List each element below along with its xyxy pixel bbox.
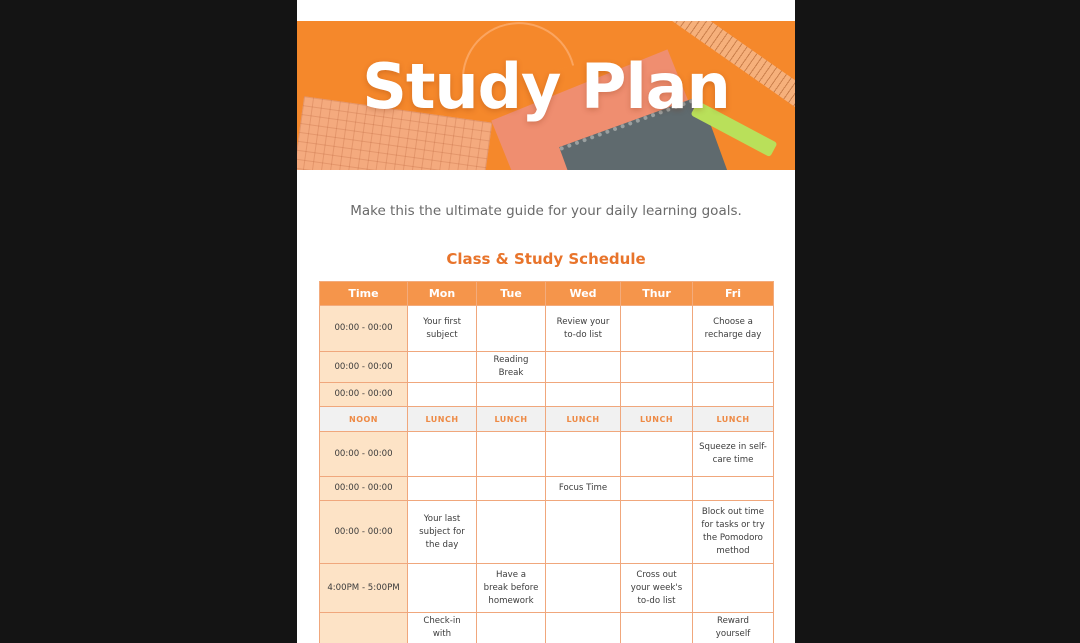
time-cell: 00:00 - 00:00: [320, 432, 408, 477]
table-cell: Check-in with: [408, 613, 477, 643]
table-cell: [546, 432, 621, 477]
table-cell: [621, 432, 693, 477]
lunch-cell: LUNCH: [621, 407, 693, 432]
table-cell: [621, 501, 693, 564]
table-cell: [621, 306, 693, 352]
table-row: [320, 383, 774, 407]
header-thur: Thur: [621, 282, 693, 306]
table-cell: [477, 432, 546, 477]
header-mon: Mon: [408, 282, 477, 306]
time-cell: 00:00 - 00:00: [320, 501, 408, 564]
table-row: [320, 477, 774, 501]
header-fri: Fri: [693, 282, 774, 306]
table-cell: [408, 564, 477, 613]
table-cell: [693, 564, 774, 613]
table-row: [320, 352, 774, 383]
table-cell: [546, 383, 621, 407]
table-cell: [621, 383, 693, 407]
table-cell: [621, 613, 693, 643]
header-tue: Tue: [477, 282, 546, 306]
table-cell: [693, 352, 774, 383]
lunch-cell: LUNCH: [408, 407, 477, 432]
table-row: [320, 306, 774, 352]
noon-row: [320, 407, 774, 432]
table-row: [320, 613, 774, 643]
subtitle: Make this the ultimate guide for your daily learning goals.: [350, 203, 742, 219]
time-cell: 00:00 - 00:00: [320, 383, 408, 407]
table-cell: [477, 306, 546, 352]
table-cell: [546, 564, 621, 613]
time-cell: 00:00 - 00:00: [320, 306, 408, 352]
table-cell: Squeeze in self-care time: [693, 432, 774, 477]
table-cell: Block out time for tasks or try the Pomodoro method: [693, 501, 774, 564]
table-row: [320, 432, 774, 477]
table-cell: [693, 383, 774, 407]
schedule-table: [319, 281, 774, 643]
schedule-header-row: [320, 282, 774, 306]
table-cell: Your last subject for the day: [408, 501, 477, 564]
lunch-cell: LUNCH: [477, 407, 546, 432]
table-cell: [546, 352, 621, 383]
lunch-cell: LUNCH: [693, 407, 774, 432]
table-cell: [693, 477, 774, 501]
table-cell: Reward yourself: [693, 613, 774, 643]
table-cell: [477, 383, 546, 407]
table-cell: Reading Break: [477, 352, 546, 383]
time-cell: 00:00 - 00:00: [320, 477, 408, 501]
time-cell: 00:00 - 00:00: [320, 352, 408, 383]
table-cell: [546, 501, 621, 564]
noon-label: NOON: [320, 407, 408, 432]
header-wed: Wed: [546, 282, 621, 306]
table-cell: [621, 477, 693, 501]
table-cell: Cross out your week's to-do list: [621, 564, 693, 613]
document-page: [297, 0, 795, 643]
schedule-title: Class & Study Schedule: [446, 250, 646, 268]
header-time: Time: [320, 282, 408, 306]
table-cell: Have a break before homework: [477, 564, 546, 613]
time-cell: [320, 613, 408, 643]
banner-image: [297, 21, 795, 170]
table-cell: [477, 477, 546, 501]
table-row: [320, 564, 774, 613]
table-cell: [408, 352, 477, 383]
table-cell: [477, 613, 546, 643]
lunch-cell: LUNCH: [546, 407, 621, 432]
table-cell: [408, 477, 477, 501]
table-cell: Your first subject: [408, 306, 477, 352]
table-cell: [408, 383, 477, 407]
table-cell: Review your to-do list: [546, 306, 621, 352]
table-cell: [546, 613, 621, 643]
table-row: [320, 501, 774, 564]
table-cell: [621, 352, 693, 383]
table-cell: [477, 501, 546, 564]
banner-title: Study Plan: [362, 50, 730, 123]
time-cell: 4:00PM - 5:00PM: [320, 564, 408, 613]
table-cell: Focus Time: [546, 477, 621, 501]
table-cell: [408, 432, 477, 477]
table-cell: Choose a recharge day: [693, 306, 774, 352]
